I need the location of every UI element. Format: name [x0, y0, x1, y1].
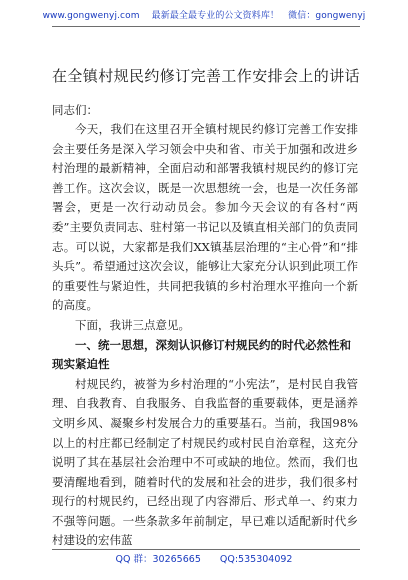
- paragraph-section-1: 村规民约，被誉为乡村治理的“小宪法”，是村民自我管理、自我教育、自我服务、自我监督的重要载体，更是涵养文明乡风、凝聚乡村发展合力的重要基石。当前，我国98%以上的村庄都已经制定了村规民约或村民自治章程，这充分说明了其在基层社会治理中不可或缺的地位。然而，我们也要清醒地看到，随着时代的发展和社会的进步，我们很多村现行的村规民约，已经出现了内容滞后、形式单一、约束力不强等问题。一些条款多年前制定，早已难以适配新时代乡村建设的宏伟蓝: [52, 376, 358, 548]
- header-text: www.gongwenyj.com 最新最全最专业的公文资料库！ 微信：gongwenyj: [42, 11, 366, 21]
- document-body: [52, 66, 361, 551]
- footer-divider: [52, 549, 360, 550]
- footer-qq: QQ:535304092: [219, 554, 293, 565]
- salutation: 同志们：: [52, 103, 98, 117]
- paragraph-opening: 今天，我们在这里召开全镇村规民约修订完善工作安排会主要任务是深入学习领会中央和省、市关于加强和改进乡村治理的最新精神，全面启动和部署我镇村规民约的修订完善工作。这次会议，既是一次思想统一会，也是一次任务部署会，更是一次行动动员会。参加今天会议的有各村“两委”主要负责同志、驻村第一书记以及镇直相关部门的负责同志。可以说，大家都是我们XX镇基层治理的“主心骨”和“排头兵”。希望通过这次会议，能够让大家充分认识到此项工作的重要性与紧迫性，共同把我镇的乡村治理水平推向一个新的高度。: [52, 122, 358, 313]
- footer-qq-group: QQ 群：30265665: [115, 554, 201, 565]
- section-heading-1: 一、统一思想，深刻认识修订村规民约的时代必然性和现实紧迫性: [52, 337, 351, 372]
- page-title: 在全镇村规民约修订完善工作安排会上的讲话: [52, 67, 361, 85]
- header-divider: [52, 26, 360, 27]
- footer-bar: [0, 551, 408, 565]
- header-bar: [0, 0, 408, 28]
- paragraph-transition: 下面，我讲三点意见。: [75, 317, 190, 332]
